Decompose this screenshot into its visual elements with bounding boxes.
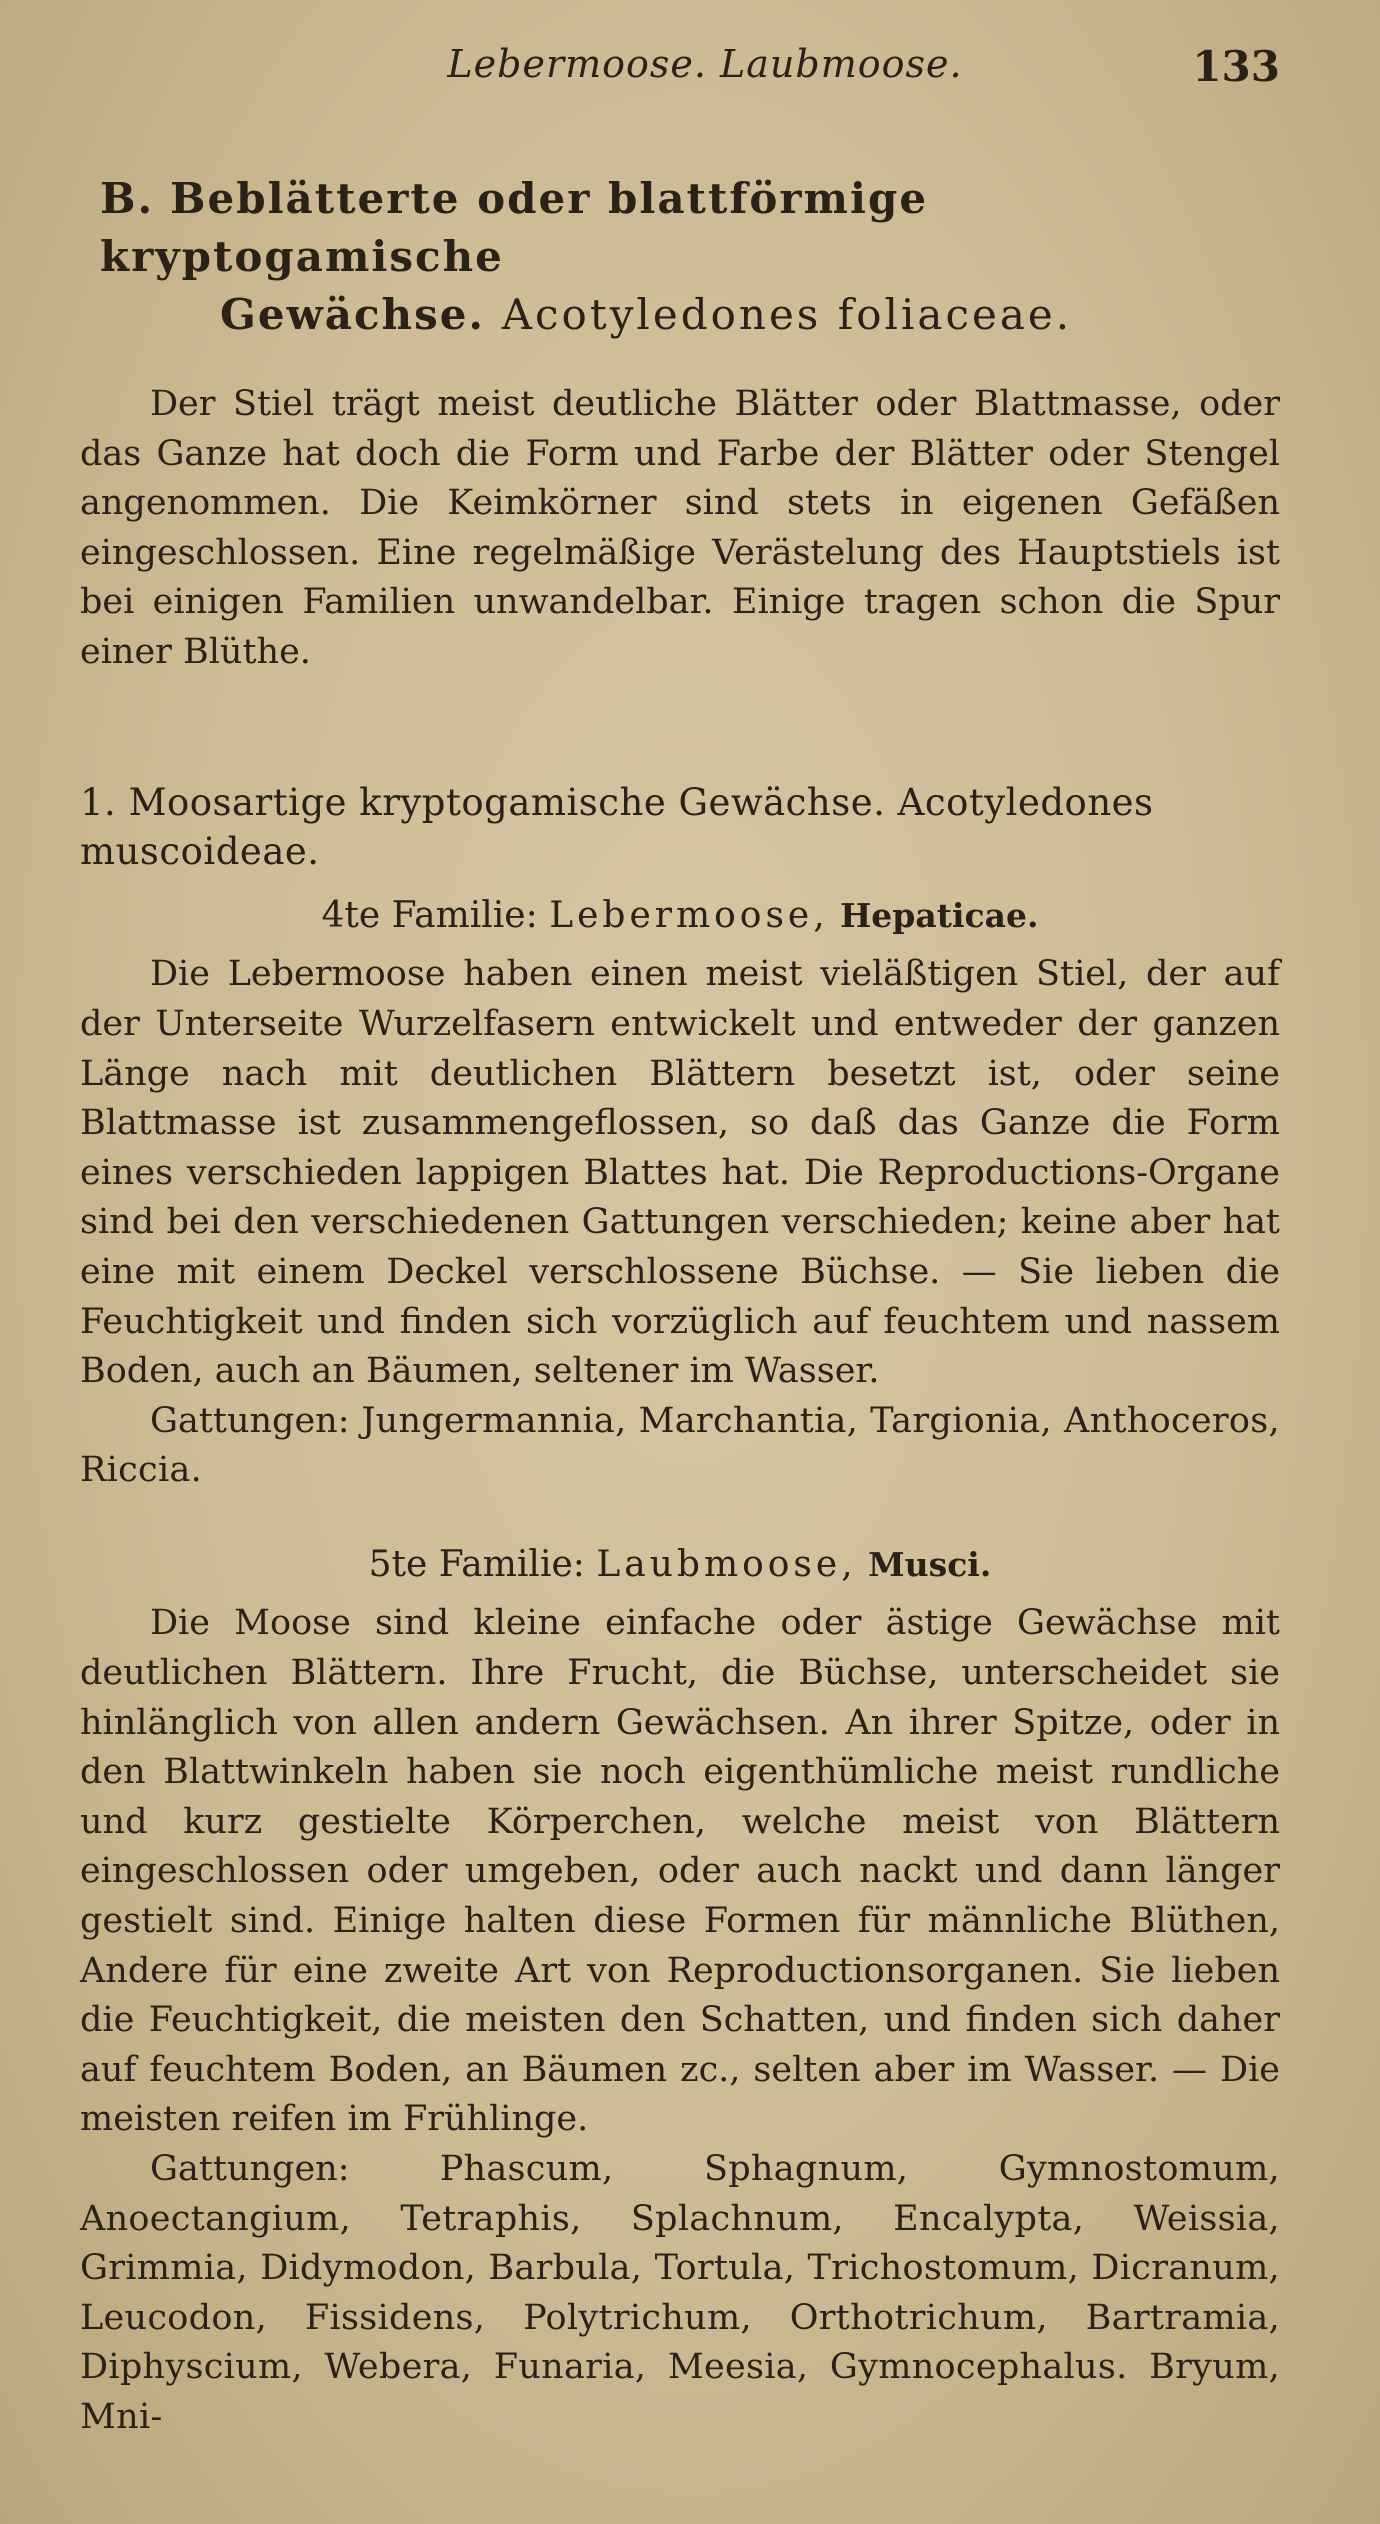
spacer bbox=[80, 1496, 1280, 1526]
page-body bbox=[80, 170, 1280, 2443]
family-5-prefix: 5te Familie: bbox=[368, 1543, 585, 1585]
running-head: Lebermoose. Laubmoose. bbox=[447, 42, 963, 86]
family-4-genera-list: Jungermannia, Marchantia, Targionia, Anthoceros, Riccia. bbox=[80, 1400, 1280, 1491]
section-heading bbox=[100, 170, 1280, 344]
subsection-latin: Acotyledones muscoideae. bbox=[80, 780, 1154, 874]
family-4-heading bbox=[80, 891, 1280, 941]
family-4-description: Die Lebermoose haben einen meist vieläßtigen Stiel, der auf der Unterseite Wurzelfasern entwickelt und entweder der ganzen Länge nach mit deutlichen Blättern besetzt ist, oder seine Blattmasse ist zusammengeflossen, so daß das Ganze die Form eines verschieden lappigen Blattes hat. Die Reproductions-Organe sind bei den verschiedenen Gattungen verschieden; keine aber hat eine mit einem Deckel verschlossene Büchse. — Sie lieben die Feuchtigkeit und finden sich vorzüglich auf feuchtem und nassem Boden, auch an Bäumen, seltener im Wasser. bbox=[80, 954, 1280, 1392]
subsection-number: 1. bbox=[80, 780, 117, 824]
section-label: B. bbox=[100, 174, 155, 223]
spacer bbox=[80, 678, 1280, 778]
subsection-heading bbox=[80, 778, 1280, 877]
family-4-prefix: 4te Familie: bbox=[321, 894, 538, 936]
family-5-genera-list: Phascum, Sphagnum, Gymnostomum, Anoectangium, Tetraphis, Splachnum, Encalypta, Weissia, Grimmia, Didymodon, Barbula, Tortula, Trichostomum, Dicranum, Leucodon, Fissidens, Polytrichum, Orthotrichum, Bartramia, Diphyscium, Webera, Funaria, Meesia, Gymnocephalus. Bryum, Mni- bbox=[80, 2149, 1280, 2437]
family-4-name: Lebermoose, bbox=[549, 894, 829, 936]
family-5-latin: Musci. bbox=[868, 1544, 992, 1584]
intro-paragraph: Der Stiel trägt meist deutliche Blätter oder Blattmasse, oder das Ganze hat doch die Form und Farbe der Blätter oder Stengel angenommen. Die Keimkörner sind stets in eigenen Gefäßen eingeschlossen. Eine regelmäßige Verästelung des Hauptstiels ist bei einigen Familien unwandelbar. Einige tragen schon die Spur einer Blüthe. bbox=[80, 384, 1280, 672]
section-title-german: Gewächse. bbox=[220, 290, 486, 339]
family-5-description: Die Moose sind kleine einfache oder ästige Gewächse mit deutlichen Blättern. Ihre Frucht, die Büchse, unterscheidet sie hinlänglich von allen andern Gewächsen. An ihrer Spitze, oder in den Blattwinkeln haben sie noch eigenthümliche meist rundliche und kurz gestielte Körperchen, welche meist von Blättern eingeschlossen oder umgeben, oder auch nackt und dann länger gestielt sind. Einige halten diese Formen für männliche Blüthen, Andere für eine zweite Art von Reproductionsorganen. Sie lieben die Feuchtigkeit, die meisten den Schatten, und finden sich daher auf feuchtem Boden, an Bäumen zc., selten aber im Wasser. — Die meisten reifen im Frühlinge. bbox=[80, 1603, 1280, 2140]
family-5-heading bbox=[80, 1540, 1280, 1590]
section-title-line1: Beblätterte oder blattförmige kryptogamische bbox=[100, 174, 929, 281]
family-4-latin: Hepaticae. bbox=[840, 895, 1039, 935]
page-header bbox=[130, 42, 1280, 102]
section-title-line2 bbox=[100, 286, 1280, 344]
family-4-genera-label: Gattungen: bbox=[150, 1400, 350, 1441]
section-title-latin: Acotyledones foliaceae. bbox=[501, 290, 1073, 339]
page-number: 133 bbox=[1192, 42, 1280, 91]
subsection-german: Moosartige kryptogamische Gewächse. bbox=[128, 780, 886, 824]
family-4-genera bbox=[80, 1397, 1280, 1496]
family-5-genera bbox=[80, 2145, 1280, 2443]
family-5-name: Laubmoose, bbox=[596, 1543, 857, 1585]
family-5-genera-label: Gattungen: bbox=[150, 2149, 350, 2189]
